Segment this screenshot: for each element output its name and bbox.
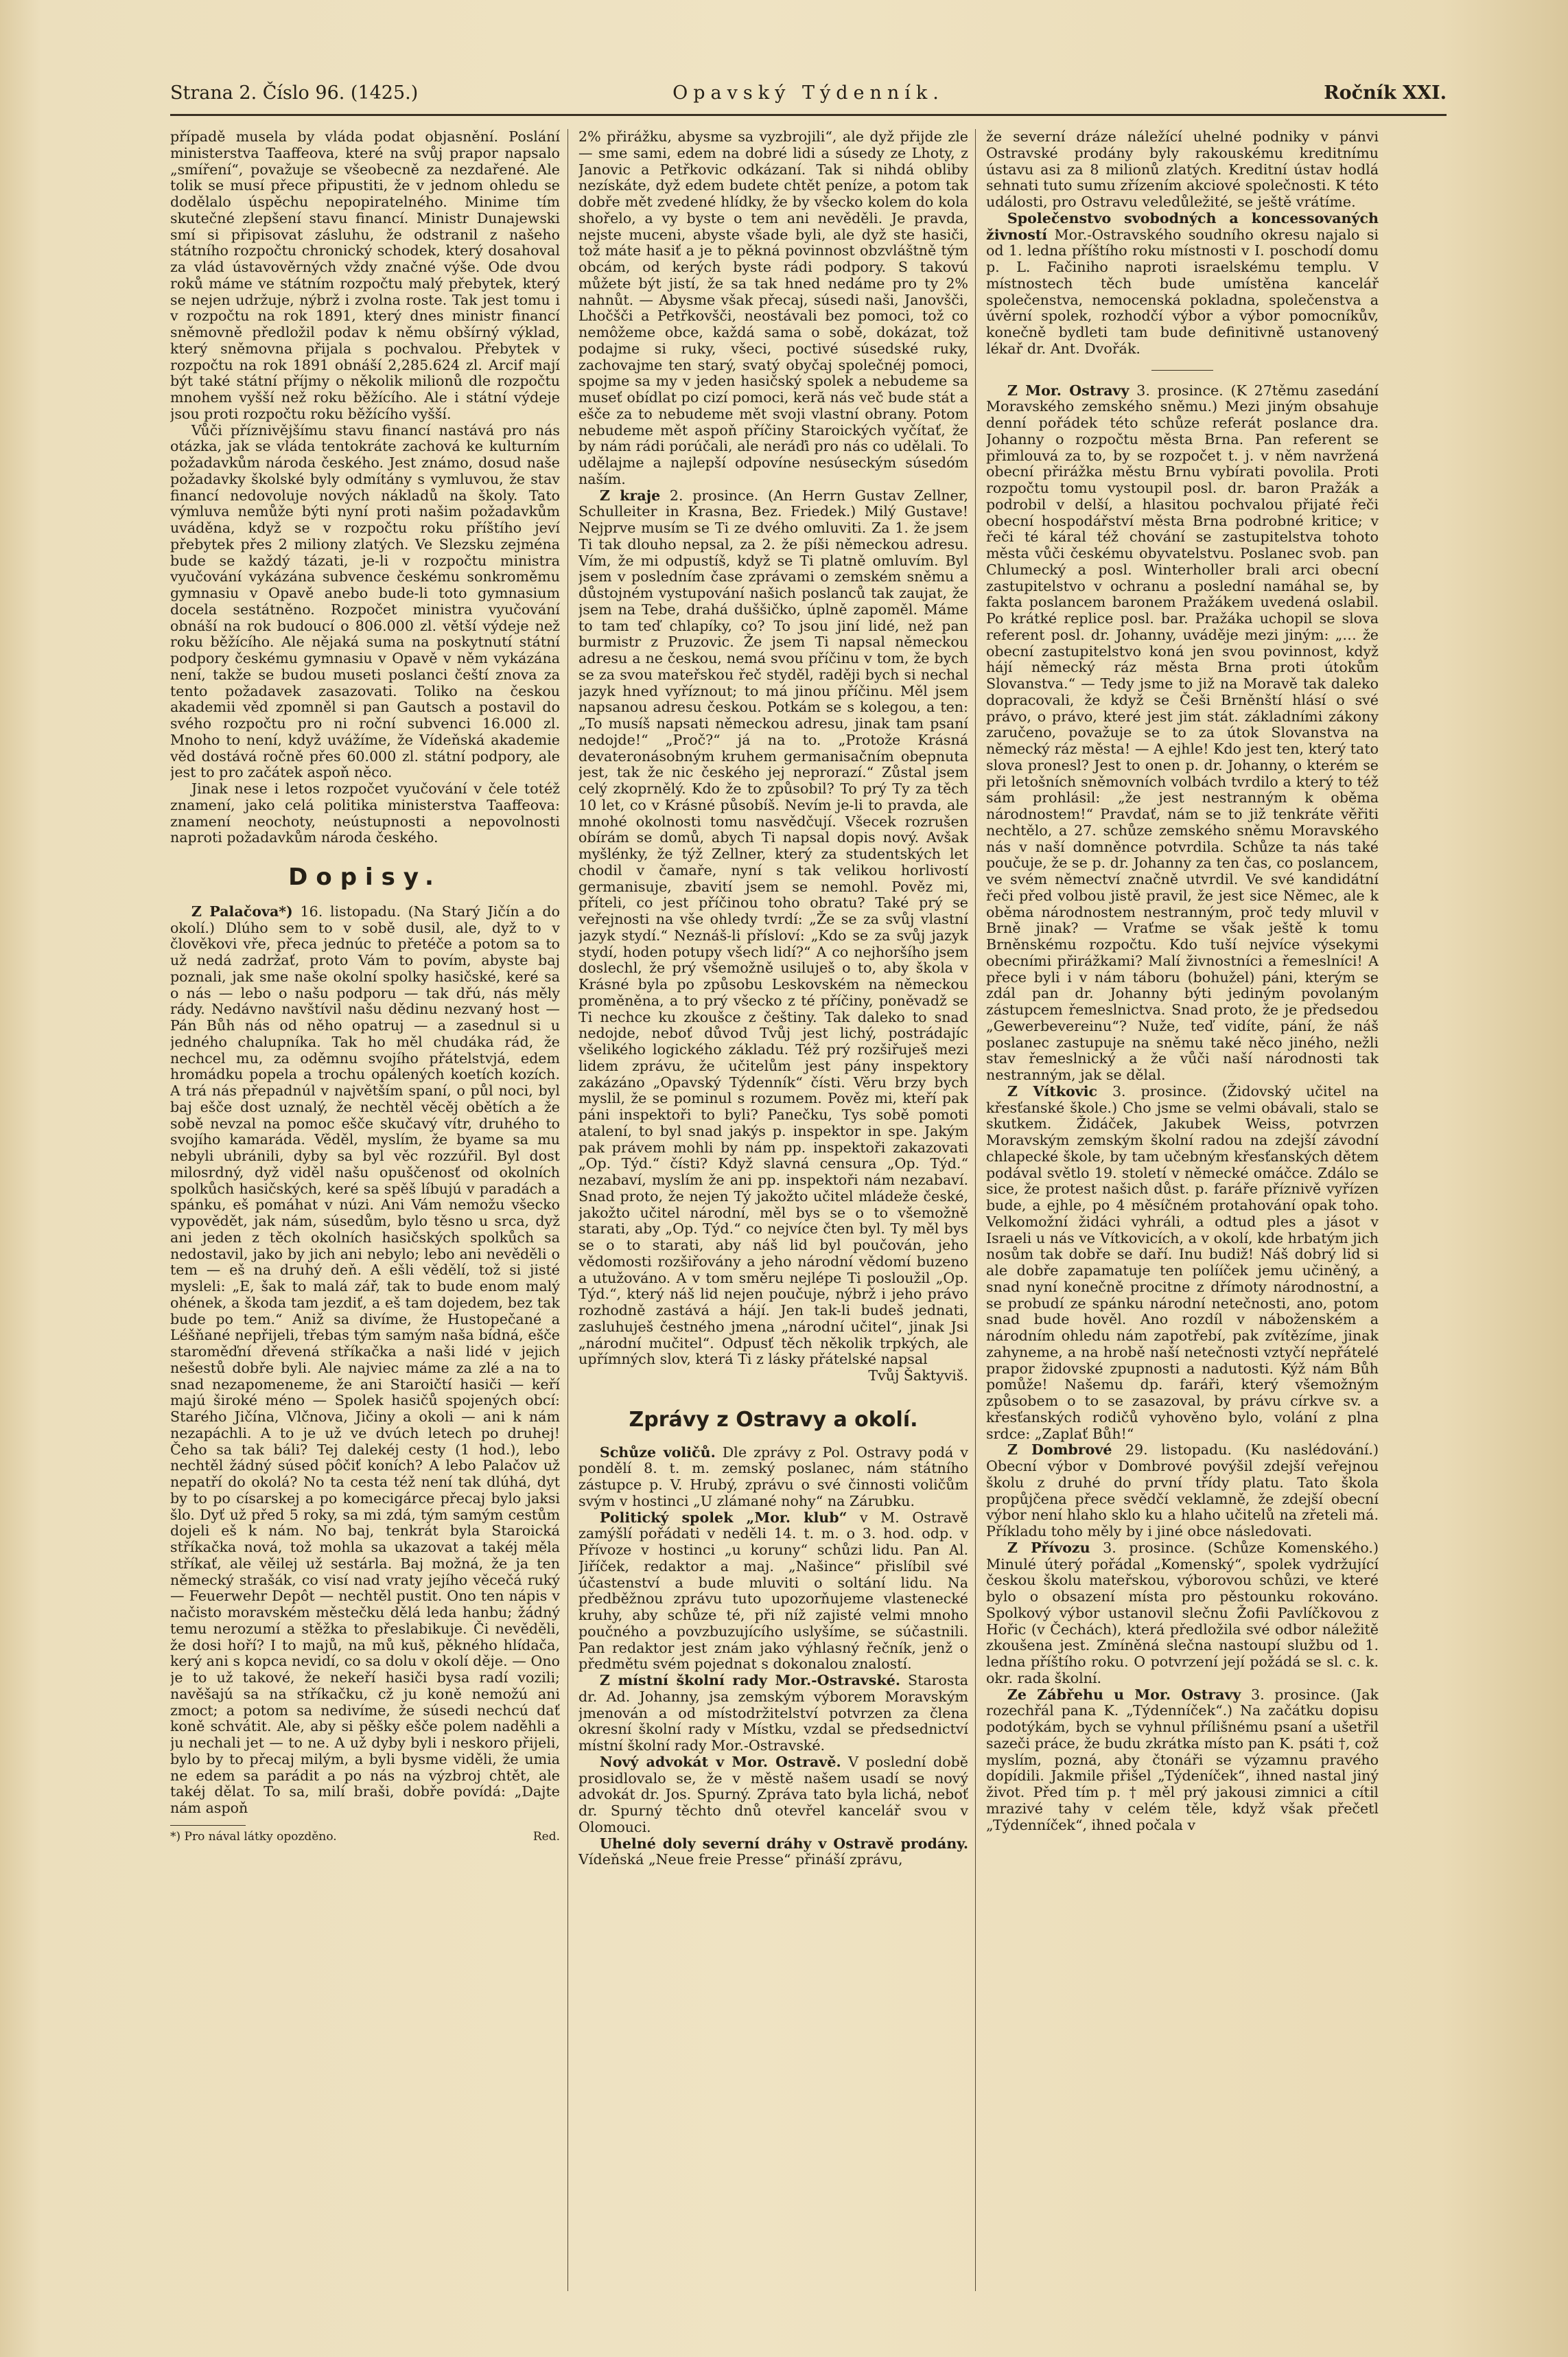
letter-paragraph: [578, 488, 968, 1369]
column-divider: [567, 129, 568, 2291]
news-heading: Z Přívozu: [1007, 1539, 1090, 1556]
separator: [1151, 370, 1213, 371]
volume-number: Ročník XXI.: [1324, 82, 1447, 104]
news-heading: Politický spolek „Mor. klub“: [599, 1509, 847, 1526]
news-heading: Společenstvo svobodných a koncessovaných živností: [986, 209, 1379, 243]
news-text: Mor.-Ostravského soudního okresu najalo si od 1. ledna příštího roku místnosti v I. poschodí domu p. L. Fačiniho naproti israelskému templu. V místnostech těch bude umístěna kancelář společenstva, nemocenská pokladna, společenstva a úvěrní spolek, rozhodčí výbor a výbor pomocníkův, konečně bydleti tam bude definitivně ustanovený lékař dr. Ant. Dvořák.: [986, 226, 1379, 357]
news-text: 3. prosince. (Jak rozechřál pana K. „Týdenníček“.) Na začátku dopisu podotýkám, bych se vyhnul přílišnému psaní a ušetřil sazeči práce, že budu zkrátka místo pan K. psáti †, což myslím, pozná, aby čtonáři se výzamnu pravého dopídili. Jakmile přišel „Týdeníček“, ihned nastal jiný život. Před tím p. † měl prý jakousi zimnici a cítil mrazivé tahy v celém těle, když však přečetl „Týdenníček“, ihned počala v: [986, 1686, 1379, 1833]
article-paragraph: případě musela by vláda podat objasnění. Poslání ministerstva Taaffeova, které na svůj prapor napsalo „smíření“, považuje se všeobecně za nezdařené. Ale tolik se musí přece připustiti, že v jednom ohledu se dodělalo úspěchu nepopiratelného. Minime tím skutečné zlepšení stavu financí. Ministr Dunajewski smí si připisovat zásluhu, že odstranil z našeho státního rozpočtu chronický schodek, který dosahoval za vlád ústavověrných vždy značné výše. Ode dvou roků máme ve státním rozpočtu malý přebytek, který se nejen udržuje, nýbrž i zvolna roste. Tak jest tomu i v rozpočtu na rok 1891, který dnes ministr financí sněmovně předložil podav k němu obšírný výklad, který sněmovna přijala s pochvalou. Přebytek v rozpočtu na rok 1891 obnáší 2,285.624 zl. Arcif mají být také státní příjmy o několik milionů dle rozpočtu mnohem vyšší než roku běžícího. Ale i státní výdeje jsou proti rozpočtu roku běžícího vyšší.: [170, 129, 560, 422]
section-title-ostrava-news: Zprávy z Ostravy a okolí.: [629, 1407, 918, 1432]
column-2: [578, 129, 968, 2274]
news-item: [578, 1445, 968, 1510]
letter-heading: Z Palačova*): [191, 903, 293, 920]
article-paragraph: Vůči příznivějšímu stavu financí nastává pro nás otázka, jak se vláda tentokráte zachová ke kulturním požadavkům národa českého. Jest známo, dosud naše požadavky školské byly odmítány s vymluvou, že stav financí nedovoluje nových nákladů na školy. Tato výmluva nemůže býti nyní proti našim požadavkům uváděna, když se v rozpočtu roku příštího jeví přebytek přes 2 miliony zlatých. Ve Slezsku zejména bude se každý tázati, je-li v rozpočtu ministra vyučování vykázána subvence českému sonkroměmu gymnasiu v Opavě anebo bude-li toto gymnasium docela sestátněno. Rozpočet ministra vyučování obnáší na rok budoucí o 806.000 zl. větší výdeje než roku běžícího. Ale nějaká suma na poskytnutí státní podpory českému gymnasiu v Opavě v něm vykázána není, takže se budou museti poslanci čeští znova za tento požadavek zasazovati. Toliko na českou akademii věd zpomněl si pan Gautsch a postavil do svého rozpočtu pro ni roční subvenci 16.000 zl. Mnoho to není, když uvážíme, že Vídeňská akademie věd dostává ročně přes 60.000 zl. státní podpory, ale jest to pro začátek aspoň něco.: [170, 421, 560, 781]
news-item: [986, 1540, 1379, 1687]
news-text: V poslední době prosidlovalo se, že v městě našem usadí se nový advokát dr. Jos. Spurný. Zpráva tato byla lichá, neboť dr. Spurný těchto dnů otevřel kancelář svou v Olomouci.: [578, 1753, 968, 1835]
news-item: [986, 1442, 1379, 1540]
news-item: [578, 1836, 968, 1869]
news-heading: Uhelné doly severní dráhy v Ostravě prodány.: [599, 1835, 968, 1852]
letter-text: 16. listopadu. (Na Starý Jičín a do okolí.) Dlúho sem to v sobě dusil, ale, dyž to v člověkovi vře, přeca jednúc to přetéče a potom sa to už nedá zadržať, proto Vám to povím, abyste baj poznali, jak sme naše okolní spolky hasičské, keré sa o nás — lebo o našu podporu — tak dřú, nás měly rády. Nedávno navštívil našu dědinu nezvaný host — Pán Bůh nás od něho opatruj — a zasednul si u jedného chalupníka. Tak ho měl chudáka rád, že nechcel mu, za oděmnu svojího přátelstvjá, edem hromádku popela a trochu opálených koetích kozích. A trá nás přepadnúl v najvětším spaní, o půl noci, byl baj ešče dost uznalý, že nechtěl věcěj obětích a že sobě nevzal na pomoc ešče skučavý vítr, druhého to svojího kamaráda. Věděl, myslím, že byame sa mu nebyli ubránili, dyby sa byl věc rozzúřil. Byl dost milosrdný, dyž viděl našu opuščenosť od okolních spolkůch hasičských, keré sa spěš líbujú v paradách a spánku, eš pomáhat v núzi. Ani Vám nemožu všecko vypovědět, jak nám, súsedům, bylo těsno u srca, dyž ani jeden z těch okolních hasičských spolkůch sa nedostavil, jako by jich ani nebylo; lebo ani nevěděli o tem — eš na druhý deň. A ešli vědělí, tož si jisté mysleli: „E, šak to malá zář, tak to bude enom malý ohének, a škoda tam jezdiť, a eš tam dojedem, bez tak bude po tem.“ Aniž sa divíme, že Hustopečané a Léšňané nepřijeli, třebas tým samým naša bídná, ešče staroměďní dřevená stříkačka a naši lidé v jejich nešestů dobře byli. Ale najviec máme za zlé a na to snad nezapomeneme, že ani Staroičtí hasiči — keří majú široké méno — Spolek hasičů spojených obcí: Starého Jičína, Vlčnova, Jičiny a okoli — ani k nám nezapáchli. A to je už ve dvúch letech po druhej! Čeho sa tak báli? Tej dalekéj cesty (1 hod.), lebo nechtěl žádný súsed pôčiť koních? A lebo Palačov už nepatří do okolá? No ta cesta též není tak dlúhá, dyt by to po císarskej a po komecigárce přecaj bylo jaksi šlo. Dyť už před 5 roky, sa mi zdá, tým samým cestům dojeli eš k nám. No baj, tenkrát byla Staroická stříkačka nová, tož mohla sa ukazovat a takéj měla stříkať, ale věilej už sestárla. Baj možná, že ja ten německý strašák, co visí nad vraty jejího věcečá ruký — Feuerwehr Depôt — nechtěl pustit. Ono ten nápis v načisto moravském městečku dělá leda hanbu; žádný temu nerozumí a stěžka to přeslabikuje. Či nevěděli, že dosi hoří? I to majů, na mů kuš, pěkného hlídača, kerý ani s kopca nevidí, co sa dolu v okolí děje. — Ono je to už takové, že nekeří hasiči bysa radí vozili; navěšajú sa na stříkačku, cž ju koně nemožú ani zmoct; a potom sa nedivíme, že súsedi nechcú dať koně schvátit. Ale, aby si pěšky ešče polem naděhli a ju nechali jet — to ne. A už dyby byli i neskoro přijeli, bylo by to přecaj milým, a byli bysme viděli, že umia ne edem sa parádit a po nás na výzbroj chtět, ale takéj dělat. To sa, milí braši, dobře povídá: „Dajte nám aspoň: [170, 903, 560, 1816]
letter-paragraph: 2% přirážku, abysme sa vyzbrojili“, ale dyž přijde zle — sme sami, edem na dobré lidi a súsedy ze Lhoty, z Janovic a Petřkovic odkázaní. Tak si nihdá obliby nezískáte, dyž edem budete chtět peníze, a potom tak dobře mět zvedené hlídky, že by všecko kolem do kola shořelo, a vy byste o tem ani nevěděli. Je pravda, nejste muceni, abyste všade byli, ale dyž ste hasiči, tož máte hasiť a je to pěkná povinnost obzvláštně tým obcám, od kerých byste rádi podpory. S takovú můžete být jistí, že sa tak hned nedáme pro ty 2% nahnůt. — Abysme však přecaj, súsedi naši, Janovšči, Lhočšči a Petřkovšči, neostávali bez pomoci, tož co nemôžeme obce, každá sama o sobě, dokázat, tož podajme si ruky, všeci, poctivé súsedské ruky, zachovajme ten starý, svatý obyčaj společnéj pomoci, spojme sa my v jeden hasičský spolek a nebudeme sa museť obídlat po cizí pomoci, keră nás več bude stát a ešče za to nebudeme mět svoji vlastní obrany. Potom nebudeme mět aspoň příčiny Staroických vyčítať, že by nám rádi porúčali, ale neráďi pro nás co udělali. To udělajme a najlepší odpovíne nesúseckým súsedóm naším.: [578, 129, 968, 487]
news-heading: Z Mor. Ostravy: [1007, 382, 1130, 399]
news-text: 3. prosince. (Židovský učitel na křesťanské škole.) Cho jsme se velmi obávali, stalo se skutkem. Židáček, Jakubek Weiss, potvrzen Moravským zemským školní radou na zdejší závodní chlapecké škole, by tam učebným křesťanských dětem podával světlo 19. století v německé omáčce. Zdálo se sice, že protest našich důst. p. faráře příznivě vyřízen bude, a ejhle, po 4 měsíčném protahování opak toho. Velkomožní židáci vyhráli, a odtud ples a jásot v Israeli u nás ve Vítkovicích, a v okolí, kde hrbatým jich nosům tak dobře se daří. Inu budiž! Náš dobrý lid si ale dobře zapamatuje ten polííček jemu učiněný, a snad nyní konečně procitne z dřímoty národnostní, a se probudí ze spánku národní netečnosti, ano, potom snad bude hověl. Ano rozdíl v náboženském a národním ohledu nám zapotřebí, pak zvítězíme, jinak zahyneme, a na hrobě naší netečnosti vztyčí nepřátelé prapor židovské zpupnosti a nadutosti. Kýž nám Bůh pomůže! Našemu dp. faráři, který všemožným způsobem o to se zasazoval, by právu církve sv. a křesťanských rodičů vyhověno bylo, volání z plna srdce: „Zaplať Bůh!“: [986, 1082, 1379, 1442]
column-1: [170, 129, 560, 2274]
news-heading: Nový advokát v Mor. Ostravě.: [599, 1753, 841, 1770]
footnote: [170, 1830, 560, 1844]
news-text: 29. listopadu. (Ku naslédování.) Obecní výbor v Dombrové povýšil zdejší veřejnou školu z druhé do první třídy platu. Tato škola propůjčena přece svědčí veklamně, že zdejší obecní výbor není hlaho sklo ku a hlaho učitelů na zřeteli má. Příkladu toho měly by i jiné obce následovati.: [986, 1441, 1379, 1540]
page-header: [170, 78, 1447, 116]
footnote-text: *) Pro nával látky opozděno.: [170, 1829, 337, 1844]
page-number: Strana 2. Číslo 96. (1425.): [170, 82, 419, 104]
news-heading: Z Vítkovic: [1007, 1082, 1098, 1100]
news-item: [986, 383, 1379, 1084]
news-item: [578, 1673, 968, 1754]
news-item: [986, 211, 1379, 358]
letter-signature: Tvůj Šaktyviš.: [868, 1367, 968, 1384]
news-text: Vídeňská „Neue freie Presse“ přináší zprávu,: [578, 1851, 903, 1868]
news-heading: Z Dombrové: [1007, 1441, 1112, 1459]
news-text: 3. prosince. (K 27těmu zasedání Moravského zemského sněmu.) Mezi jiným obsahuje denní pořádek této schůze referát poslance dra. Johanny o rozpočtu města Brna. Pan referent se přimlouvá za to, by se rozpočet t. j. v něm navržená obecní přirážka městu Brnu vybírati povolila. Proti rozpočtu tomu vystoupil posl. dr. baron Pražák a podrobil v delší, a hlasitou pochvalou přijaté řeči obecní hospodářství města Brna podrobné kritice; v řeči té káral též chování se zastupitelstva tohoto města vůči českému obyvatelstvu. Poslanec svob. pan Chlumecký a posl. Winterholler brali arci obecní zastupitelstvo v ochranu a poslední namáhal se, by fakta poslancem baronem Pražákem uvedená oslabil. Po krátké replice posl. bar. Pražáka uchopil se slova referent posl. dr. Johanny, uváděje mezi jiným: „… že obecní zastupitelstvo koná jen svou povinnost, když hájí německý ráz města Brna proti útokům Slovanstva.“ — Tedy jsme to již na Moravě tak daleko dopracovali, že když se Češi Brněnští hlásí o své právo, o právo, které jest jim stát. základními zákony zaručeno, považuje se to za útok Slovanstva na německý ráz města! — A ejhle! Kdo jest ten, který tato slova pronesl? Jest to onen p. dr. Johanny, o kterém se při letošních sněmovních volbách tvrdilo a který to též sám prohlásil: „že jest nestranným k oběma národnostem!“ Pravdať, nám se to již tenkráte věřiti nechtělo, a 27. schůze zemského sněmu Moravského nás v naší domněnce potvrdila. Schůze ta nás také poučuje, že se p. dr. Johanny za ten čas, co poslancem, ve svém němectví značně utvrdil. Ve své kandidátní řeči před volbou jistě pravil, že jest sice Němec, ale k oběma národnostem nestranným, proč tedy mluvil v Brně jinak? — Vraťme se však ještě k tomu Brněnskému rozpočtu. Kdo tuší nejvíce výsekymi obecními přirážkami? Malí živnostníci a řemeslníci! A přece byli i v nám táboru (bohužel) páni, kterým se zdál pan dr. Johanny býti jediným povolaným zástupcem řemeslnictva. Snad proto, že je předsedou „Gewerbevereinu“? Nuže, teď vidíte, pání, že náš poslanec zastupuje na sněmu také něco jiného, nežli stav řemeslnický a že vůči naší národnosti tak nestranným, jak se dělal.: [986, 382, 1379, 1083]
news-heading: Z místní školní rady Mor.-Ostravské.: [599, 1672, 901, 1688]
news-item: [578, 1510, 968, 1673]
column-divider: [975, 129, 976, 2291]
news-text: 3. prosince. (Schůze Komenského.) Minulé úterý pořádal „Komenský“, spolek vydržující českou školu mateřskou, výborovou schůzi, ve které bylo o obsazení místa pro pěstounku rokováno. Spolkový výbor ustanovil slečnu Žofii Pavlíčkovou z Hořic (v Čechách), která předložila své odbor náležitě zkoušena jest. Zmíněná slečna nastoupí službu od 1. ledna příštího roku. O potvrzení její požádá se sl. c. k. okr. rada školní.: [986, 1539, 1379, 1686]
footnote-signature: Red.: [533, 1829, 560, 1844]
news-item: [986, 1084, 1379, 1443]
column-3: [986, 129, 1379, 2274]
news-text: v M. Ostravě zamýšlí pořádati v neděli 14. t. m. o 3. hod. odp. v Přívoze v hostinci „u koruny“ schůzi lidu. Pan Al. Jiříček, redaktor a maj. „Našince“ přislíbil své účastenství a bude mluviti o soltání lidu. Na předběžnou zprávu tuto upozorňujeme vlastenecké kruhy, aby schůze té, při níž zajisté velmi mnoho poučného a povzbuzujícího uslyšíme, se súčastnili. Pan redaktor jest znám jako výhlasný řečník, jenž o předmětu svém pojednat s dokonalou znalostí.: [578, 1509, 968, 1673]
footnote-rule: [170, 1825, 246, 1826]
news-text: Dle zprávy z Pol. Ostravy podá v pondělí 8. t. m. zemský poslanec, nám státního zástupce p. V. Hrubý, zprávu o své činnosti voličům svým v hostinci „U zlámané nohy“ na Zárubku.: [578, 1443, 968, 1509]
section-title-letters: Dopisy.: [288, 863, 442, 891]
news-item: [578, 1754, 968, 1836]
news-heading: Ze Zábřehu u Mor. Ostravy: [1007, 1686, 1241, 1703]
news-heading: Schůze voličů.: [599, 1443, 716, 1461]
news-text: Starosta dr. Ad. Johanny, jsa zemským výborem Moravským jmenován a od místodržitelství potvrzen za člena okresní školní rady v Místku, vzdal se předsednictví místní školní rady Mor.-Ostravské.: [578, 1672, 968, 1754]
letter-text: 2. prosince. (An Herrn Gustav Zellner, Schulleiter in Krasna, Bez. Friedek.) Milý Gustave! Nejprve musím se Ti ze dvého omluviti. Za 1. že jsem Ti tak dlouho nepsal, za 2. že píši německou adresu. Vím, že mi odpustíš, když se Ti platně omluvím. Byl jsem v posledním čase zprávami o zemském sněmu a důstojném vystupování našich poslanců tak zaujat, že jsem na Tebe, drahá duššičko, úplně zapoměl. Máme to tam teď chlapíky, co? To jsou jiní lidé, než pan burmistr z Pruzovic. Že jsem Ti napsal německou adresu a ne českou, nemá svou příčinu v tom, že bych se za svou mateřskou řeč styděl, raději bych si nechal jazyk hned vyříznout; to má jinou příčinu. Měl jsem napsanou adresu českou. Potkám se s kolegou, a ten: „To musíš napsati německou adresu, jinak tam psaní nedojde!“ „Proč?“ já na to. „Protože Krásná devateronásobným kruhem germanisačním obepnuta jest, tak že nic českého jej neprorazí.“ Zůstal jsem celý zkoprnělý. Kdo že to způsobil? To prý Ty za těch 10 let, co v Krásné působíš. Nevím je-li to pravda, ale mnohé okolnosti tomu nasvědčují. Všecek rozrušen obírám se domů, abych Ti napsal dopis nový. Avšak myšlénky, že týž Zellner, který za studentských let chodil v čamaře, nyní s tak velikou horlivostí germanisuje, zbavití jsem se nemohl. Pověz mi, příteli, co jest příčinou toho obratu? Také prý se veřejnosti na vše ohledy tvrdí: „Že se za svůj vlastní jazyk stydí.“ Neznáš-li přísloví: „Kdo se za svůj jazyk stydí, hoden potupy všech lidí?“ A co nejhoršího jsem doslechl, že prý všemožně usiluješ o to, aby škola v Krásné byla po způsobu Leskovském na německou proměněna, a to prý všecko z té příčiny, poněvadž se Ti nechce ku zkoušce z češtiny. Tak daleko to snad nedojde, neboť důvod Tvůj jest lichý, postrádajíc všelikého logického základu. Též prý rozšiřuješ mezi lidem zprávu, že učitelům jest pány inspektory zakázáno „Opavský Týdenník“ čísti. Věru brzy bych myslil, že se pominul s rozumem. Pověz mi, kteří pak páni inspektoři to byli? Panečku, Tys sobě pomoti atalení, to byl snad jakýs p. inspektor in spe. Jakým pak právem mohli by nám pp. inspektoři zakazovati „Op. Týd.“ čísti? Když slavná censura „Op. Týd.“ nezabaví, myslím že ani pp. inspektoři nám nezabaví. Snad proto, že nejen Tý jakožto učitel mládeže české, jakožto učitel národní, měl bys se o to všemožně starati, aby „Op. Týd.“ co nejvíce čten byl. Ty měl bys se o to starati, aby náš lid byl poučován, jeho vědomosti rozšiřovány a jeho národní vědomí buzeno a utužováno. A v tom směru nejlépe Ti posloužil „Op. Týd.“, který náš lid nejen poučuje, nýbrž i jeho právo rozhodně zastává a hájí. Jen tak-li budeš jednati, zasluhuješ čestného jmena „národní učitel“, jinak Jsi „národní mučitel“. Odpusť těch několik trpkých, ale upřímných slov, která Ti z lásky přátelské napsal: [578, 487, 968, 1368]
article-paragraph: Jinak nese i letos rozpočet vyučování v čele totéž znamení, jako celá politika ministerstva Taaffeova: znamení neochoty, neústupnosti a nepovolnosti naproti požadavkům národa českého.: [170, 780, 560, 846]
newspaper-title: Opavský Týdenník.: [672, 82, 944, 104]
letter-paragraph: [170, 904, 560, 1817]
news-paragraph: že severní dráze náležící uhelné podniky v pánvi Ostravské prodány byly rakouskému kreditnímu ústavu asi za 8 milionů zlatých. Kreditní ústav hodlá sehnati tuto sumu zřízením akciové společnosti. K této události, pro Ostravu veledůležité, se ještě vrátíme.: [986, 129, 1379, 210]
news-item: [986, 1687, 1379, 1834]
letter-heading: Z kraje: [599, 487, 661, 504]
